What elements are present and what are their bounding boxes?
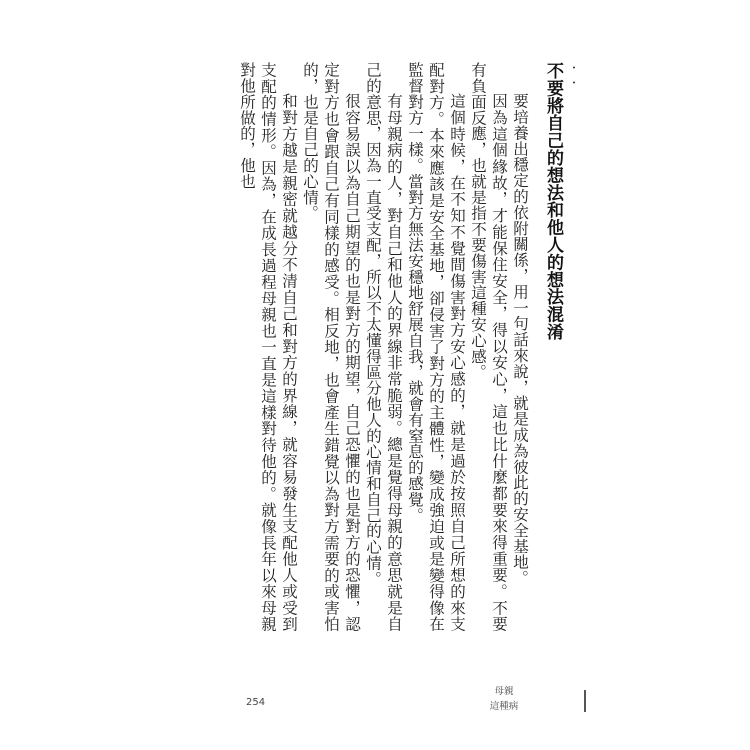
paragraph-1: 要培養出穩定的依附關係，用一句話來說，就是成為彼此的安全基地。 (511, 93, 529, 586)
book-title-line-2: 這種病 (489, 701, 519, 712)
section-ornament: ・・ (567, 62, 580, 92)
paragraph-2: 因為這個緣故，才能保住安全，得以安心，這也比什麼都要來得重要。不要有負面反應，也就是指不要傷害這種安心感。 (469, 62, 508, 632)
paragraph-3: 這個時候，在不知不覺間傷害對方安心感的，就是過於按照自己所想的來支配對方。本來應該是安全基地，卻侵害了對方的主體性，變成強迫或是變得像在監督對方一樣。當對方無法安穩地舒展自我，就會有窒息的感覺。 (406, 62, 466, 632)
vertical-text-column (184, 62, 584, 632)
crop-mark (584, 690, 586, 712)
paragraph-4: 有母親病的人，對自己和他人的界線非常脆弱。總是覺得母親的意思就是自己的意思，因為一直受支配，所以不太懂得區分他人的心情和自己的心情。 (364, 62, 403, 632)
section-title: 不要將自己的想法和他人的想法混淆 (543, 62, 563, 341)
book-title-line-1: 母親 (494, 686, 514, 697)
running-footer-book-title (484, 684, 524, 714)
paragraph-6: 和對方越是親密就越分不清自己和對方的界線，就容易發生支配他人或受到支配的情形。因為，在成長過程母親也一直是這樣對待他的。就像長年以來母親對他所做的，他也 (238, 62, 298, 632)
page-number: 254 (246, 697, 266, 708)
paragraph-5: 很容易誤以為自己期望的也是對方的期望，自己恐懼的也是對方的恐懼，認定對方也會跟自己有同樣的感受。相反地，也會產生錯覺以為對方需要的或害怕的，也是自己的心情。 (301, 62, 361, 632)
